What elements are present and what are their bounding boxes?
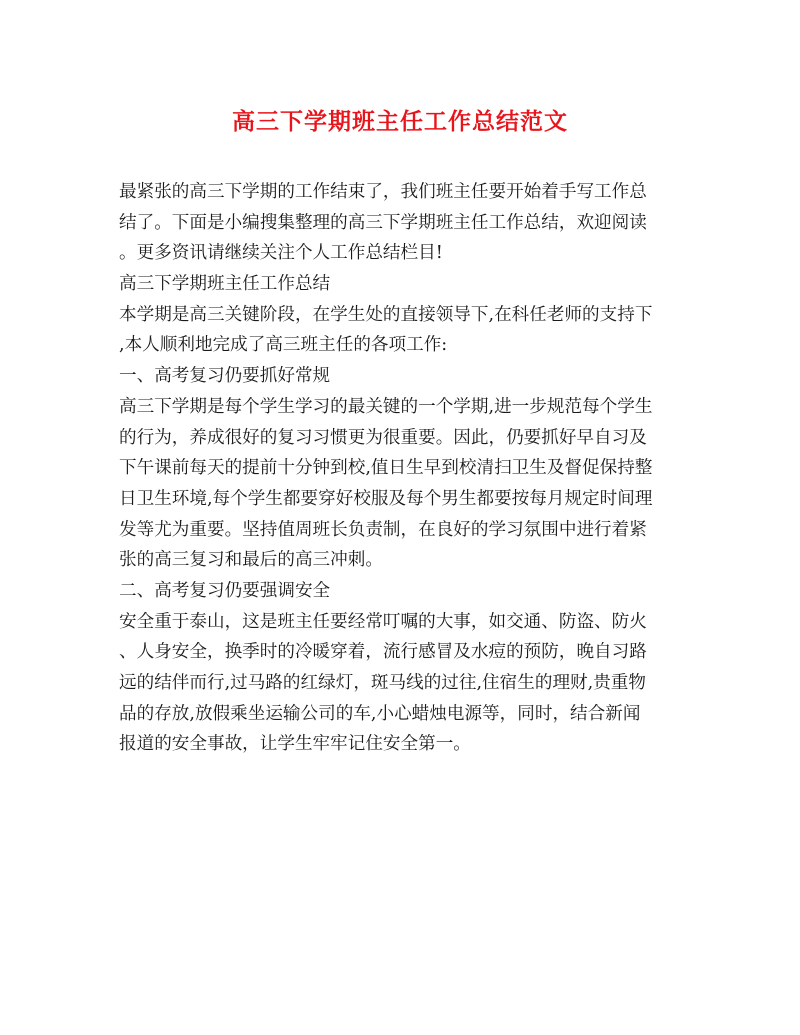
text-line: 品的存放,放假乘坐运输公司的车,小心蜡烛电源等，同时，结合新闻 [119, 703, 641, 724]
text-line: 下午课前每天的提前十分钟到校,值日生早到校清扫卫生及督促保持整 [119, 458, 653, 479]
section-heading-2: 二、高考复习仍要强调安全 [119, 580, 331, 601]
text-line: 。更多资讯请继续关注个人工作总结栏目! [119, 243, 443, 264]
text-line: 日卫生环境,每个学生都要穿好校服及每个男生都要按每月规定时间理 [119, 488, 653, 509]
text-line: ,本人顺利地完成了高三班主任的各项工作: [119, 335, 448, 356]
text-line: 最紧张的高三下学期的工作结束了，我们班主任要开始着手写工作总 [119, 182, 647, 202]
text-line: 张的高三复习和最后的高三冲刺。 [119, 550, 383, 571]
text-line: 发等尤为重要。坚持值周班长负责制，在良好的学习氛围中进行着紧 [119, 519, 647, 540]
section-subtitle: 高三下学期班主任工作总结 [119, 274, 331, 295]
document-title: 高三下学期班主任工作总结范文 [232, 108, 568, 135]
section-heading-1: 一、高考复习仍要抓好常规 [119, 366, 331, 387]
text-line: 报道的安全事故，让学生牢牢记住安全第一。 [119, 734, 471, 755]
text-line: 高三下学期是每个学生学习的最关键的一个学期,进一步规范每个学生 [119, 396, 653, 417]
text-line: 的行为，养成很好的复习习惯更为很重要。因此，仍要抓好早自习及 [119, 427, 647, 448]
text-line: 本学期是高三关键阶段，在学生处的直接领导下,在科任老师的支持下 [119, 304, 653, 325]
text-line: 安全重于泰山，这是班主任要经常叮嘱的大事，如交通、防盗、防火 [119, 611, 647, 632]
text-line: 远的结伴而行,过马路的红绿灯，斑马线的过往,住宿生的理财,贵重物 [119, 673, 646, 693]
text-line: 结了。下面是小编搜集整理的高三下学期班主任工作总结，欢迎阅读 [119, 212, 647, 233]
document-body [119, 177, 689, 760]
text-line: 、人身安全，换季时的冷暖穿着，流行感冒及水痘的预防，晚自习路 [119, 642, 647, 663]
